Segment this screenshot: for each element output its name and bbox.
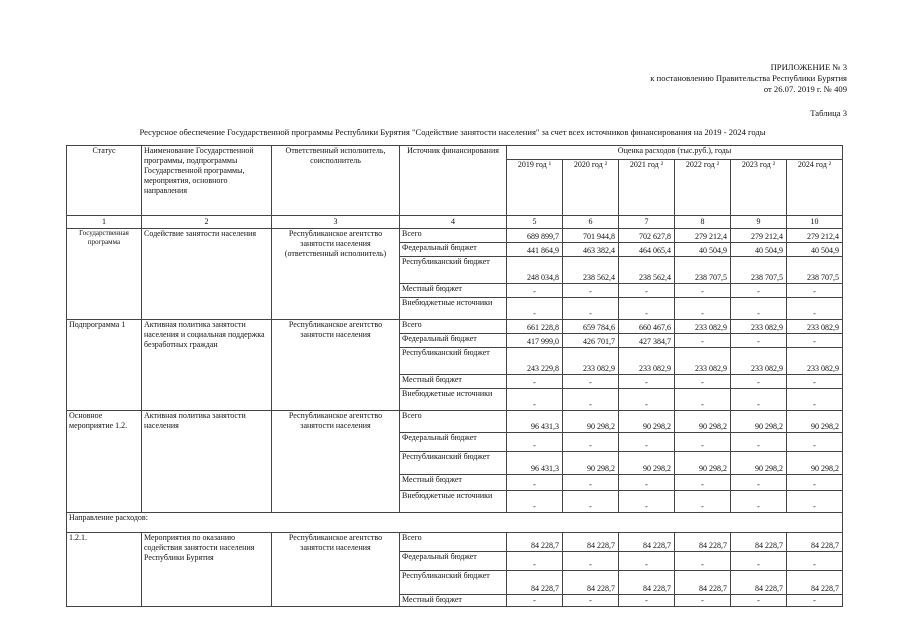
value-cell: - <box>675 552 731 571</box>
row-source: Всего <box>400 411 507 433</box>
value-cell: 463 382,4 <box>563 243 619 257</box>
value-cell: - <box>731 552 787 571</box>
value-cell: 464 065,4 <box>619 243 675 257</box>
value-cell: 90 298,2 <box>787 411 843 433</box>
row-source: Республиканский бюджет <box>400 348 507 375</box>
value-cell: - <box>731 375 787 389</box>
col-number: 7 <box>619 216 675 229</box>
value-cell: - <box>675 284 731 298</box>
col-header-year: 2023 год ² <box>731 160 787 216</box>
value-cell: 701 944,8 <box>563 229 619 243</box>
value-cell: 238 562,4 <box>563 257 619 284</box>
col-header-year: 2024 год ² <box>787 160 843 216</box>
value-cell: - <box>787 433 843 452</box>
value-cell: 90 298,2 <box>675 411 731 433</box>
value-cell: 243 229,8 <box>507 348 563 375</box>
value-cell: - <box>563 298 619 320</box>
value-cell: - <box>731 389 787 411</box>
value-cell: 233 082,9 <box>619 348 675 375</box>
value-cell: 84 228,7 <box>563 533 619 552</box>
value-cell: - <box>787 595 843 607</box>
value-cell: 279 212,4 <box>731 229 787 243</box>
value-cell: 233 082,9 <box>675 348 731 375</box>
value-cell: - <box>675 334 731 348</box>
value-cell: - <box>731 595 787 607</box>
value-cell: - <box>675 595 731 607</box>
value-cell: 90 298,2 <box>731 411 787 433</box>
value-cell: 238 707,5 <box>731 257 787 284</box>
col-header-status: Статус <box>67 146 142 216</box>
value-cell: - <box>787 334 843 348</box>
col-number: 1 <box>67 216 142 229</box>
value-cell: 90 298,2 <box>619 452 675 475</box>
value-cell: 233 082,9 <box>787 320 843 334</box>
value-cell: 659 784,6 <box>563 320 619 334</box>
value-cell: 84 228,7 <box>507 571 563 595</box>
value-cell: 90 298,2 <box>675 452 731 475</box>
value-cell: - <box>675 433 731 452</box>
value-cell: - <box>619 475 675 491</box>
value-cell: 702 627,8 <box>619 229 675 243</box>
value-cell: 238 707,5 <box>787 257 843 284</box>
value-cell: - <box>731 298 787 320</box>
value-cell: - <box>619 552 675 571</box>
row-source: Республиканский бюджет <box>400 452 507 475</box>
value-cell: - <box>619 284 675 298</box>
table-row <box>67 320 843 334</box>
row-source: Республиканский бюджет <box>400 571 507 595</box>
row-source: Федеральный бюджет <box>400 334 507 348</box>
table-row <box>67 513 843 533</box>
row-source: Федеральный бюджет <box>400 552 507 571</box>
value-cell: 233 082,9 <box>731 320 787 334</box>
value-cell: - <box>787 475 843 491</box>
row-source: Внебюджетные источники <box>400 491 507 513</box>
value-cell: 233 082,9 <box>731 348 787 375</box>
row-source: Местный бюджет <box>400 475 507 491</box>
row-source: Внебюджетные источники <box>400 298 507 320</box>
resource-table <box>66 145 843 607</box>
row-name: Содействие занятости населения <box>142 229 272 320</box>
value-cell: - <box>731 433 787 452</box>
value-cell: 84 228,7 <box>507 533 563 552</box>
row-status: Основное мероприятие 1.2. <box>67 411 142 513</box>
value-cell: - <box>787 284 843 298</box>
col-number: 3 <box>272 216 400 229</box>
row-source: Федеральный бюджет <box>400 243 507 257</box>
value-cell: - <box>563 475 619 491</box>
col-number: 5 <box>507 216 563 229</box>
col-header-year: 2022 год ² <box>675 160 731 216</box>
col-number: 2 <box>142 216 272 229</box>
value-cell: - <box>675 389 731 411</box>
row-source: Местный бюджет <box>400 284 507 298</box>
value-cell: - <box>675 491 731 513</box>
value-cell: 84 228,7 <box>787 571 843 595</box>
value-cell: 689 899,7 <box>507 229 563 243</box>
col-header-executor: Ответственный исполнитель, соисполнитель <box>272 146 400 216</box>
value-cell: - <box>619 595 675 607</box>
table-row <box>67 411 843 433</box>
row-executor: Республиканское агентство занятости населения <box>272 411 400 513</box>
value-cell: - <box>563 375 619 389</box>
value-cell: - <box>675 298 731 320</box>
value-cell: 90 298,2 <box>731 452 787 475</box>
value-cell: - <box>507 298 563 320</box>
value-cell: 96 431,3 <box>507 452 563 475</box>
value-cell: 279 212,4 <box>675 229 731 243</box>
value-cell: 238 707,5 <box>675 257 731 284</box>
value-cell: - <box>675 375 731 389</box>
value-cell: - <box>507 433 563 452</box>
col-number: 9 <box>731 216 787 229</box>
row-source: Федеральный бюджет <box>400 433 507 452</box>
value-cell: 84 228,7 <box>787 533 843 552</box>
value-cell: - <box>787 552 843 571</box>
row-source: Местный бюджет <box>400 595 507 607</box>
value-cell: - <box>787 491 843 513</box>
appendix-decree: к постановлению Правительства Республики Бурятия <box>650 73 847 83</box>
value-cell: - <box>731 491 787 513</box>
value-cell: 233 082,9 <box>563 348 619 375</box>
section-label: Направление расходов: <box>67 513 843 533</box>
col-number: 10 <box>787 216 843 229</box>
value-cell: - <box>507 552 563 571</box>
value-cell: 90 298,2 <box>563 452 619 475</box>
value-cell: - <box>507 475 563 491</box>
row-status: 1.2.1. <box>67 533 142 607</box>
value-cell: - <box>619 298 675 320</box>
value-cell: 233 082,9 <box>675 320 731 334</box>
value-cell: 84 228,7 <box>731 571 787 595</box>
value-cell: 84 228,7 <box>731 533 787 552</box>
col-header-year: 2021 год ² <box>619 160 675 216</box>
col-number: 4 <box>400 216 507 229</box>
value-cell: - <box>787 298 843 320</box>
table-label: Таблица 3 <box>810 108 847 118</box>
value-cell: - <box>563 595 619 607</box>
appendix-date: от 26.07. 2019 г. № 409 <box>763 84 847 94</box>
col-number: 8 <box>675 216 731 229</box>
row-executor: Республиканское агентство занятости населения <box>272 320 400 411</box>
col-header-year: 2020 год ² <box>563 160 619 216</box>
value-cell: 90 298,2 <box>787 452 843 475</box>
value-cell: 90 298,2 <box>563 411 619 433</box>
value-cell: - <box>787 389 843 411</box>
row-source: Республиканский бюджет <box>400 257 507 284</box>
value-cell: 661 228,8 <box>507 320 563 334</box>
value-cell: - <box>619 491 675 513</box>
value-cell: 84 228,7 <box>619 571 675 595</box>
value-cell: 248 034,8 <box>507 257 563 284</box>
value-cell: 96 431,3 <box>507 411 563 433</box>
document-title: Ресурсное обеспечение Государственной программы Республики Бурятия "Содействие занятости населения" за счет всех источников финансирования на 2019 - 2024 годы <box>139 127 766 137</box>
col-header-source: Источник финансирования <box>400 146 507 216</box>
col-header-name: Наименование Государственной программы, подпрограммы Государственной программы, мероприятия, основного направления <box>142 146 272 216</box>
value-cell: 84 228,7 <box>675 533 731 552</box>
row-status: Государственная программа <box>67 229 142 320</box>
value-cell: - <box>675 475 731 491</box>
value-cell: - <box>731 475 787 491</box>
value-cell: 417 999,0 <box>507 334 563 348</box>
value-cell: - <box>619 389 675 411</box>
value-cell: 40 504,9 <box>675 243 731 257</box>
value-cell: 233 082,9 <box>787 348 843 375</box>
value-cell: - <box>731 334 787 348</box>
value-cell: - <box>563 284 619 298</box>
value-cell: 84 228,7 <box>619 533 675 552</box>
value-cell: - <box>563 433 619 452</box>
value-cell: - <box>619 433 675 452</box>
value-cell: 84 228,7 <box>675 571 731 595</box>
value-cell: 40 504,9 <box>731 243 787 257</box>
col-header-year: 2019 год ¹ <box>507 160 563 216</box>
row-source: Местный бюджет <box>400 375 507 389</box>
value-cell: - <box>507 284 563 298</box>
col-number: 6 <box>563 216 619 229</box>
col-header-estimate: Оценка расходов (тыс.руб.), годы <box>507 146 843 160</box>
value-cell: - <box>507 375 563 389</box>
value-cell: - <box>507 595 563 607</box>
row-source: Всего <box>400 320 507 334</box>
value-cell: 279 212,4 <box>787 229 843 243</box>
value-cell: - <box>563 491 619 513</box>
row-source: Всего <box>400 229 507 243</box>
row-name: Активная политика занятости населения и социальная поддержка безработных граждан <box>142 320 272 411</box>
row-executor: Республиканское агентство занятости населения <box>272 533 400 607</box>
value-cell: 40 504,9 <box>787 243 843 257</box>
table-row <box>67 229 843 243</box>
row-source: Внебюджетные источники <box>400 389 507 411</box>
row-name: Активная политика занятости населения <box>142 411 272 513</box>
value-cell: - <box>563 389 619 411</box>
row-name: Мероприятия по оказанию содействия занятости населения Республики Бурятия <box>142 533 272 607</box>
value-cell: 238 562,4 <box>619 257 675 284</box>
value-cell: 660 467,6 <box>619 320 675 334</box>
value-cell: - <box>619 375 675 389</box>
row-executor: Республиканское агентство занятости населения (ответственный исполнитель) <box>272 229 400 320</box>
value-cell: 427 384,7 <box>619 334 675 348</box>
table-row <box>67 533 843 552</box>
row-status: Подпрограмма 1 <box>67 320 142 411</box>
value-cell: 426 701,7 <box>563 334 619 348</box>
value-cell: - <box>787 375 843 389</box>
value-cell: - <box>507 389 563 411</box>
value-cell: 84 228,7 <box>563 571 619 595</box>
row-source: Всего <box>400 533 507 552</box>
value-cell: 90 298,2 <box>619 411 675 433</box>
value-cell: 441 864,9 <box>507 243 563 257</box>
appendix-number: ПРИЛОЖЕНИЕ № 3 <box>770 62 847 72</box>
value-cell: - <box>507 491 563 513</box>
value-cell: - <box>731 284 787 298</box>
value-cell: - <box>563 552 619 571</box>
